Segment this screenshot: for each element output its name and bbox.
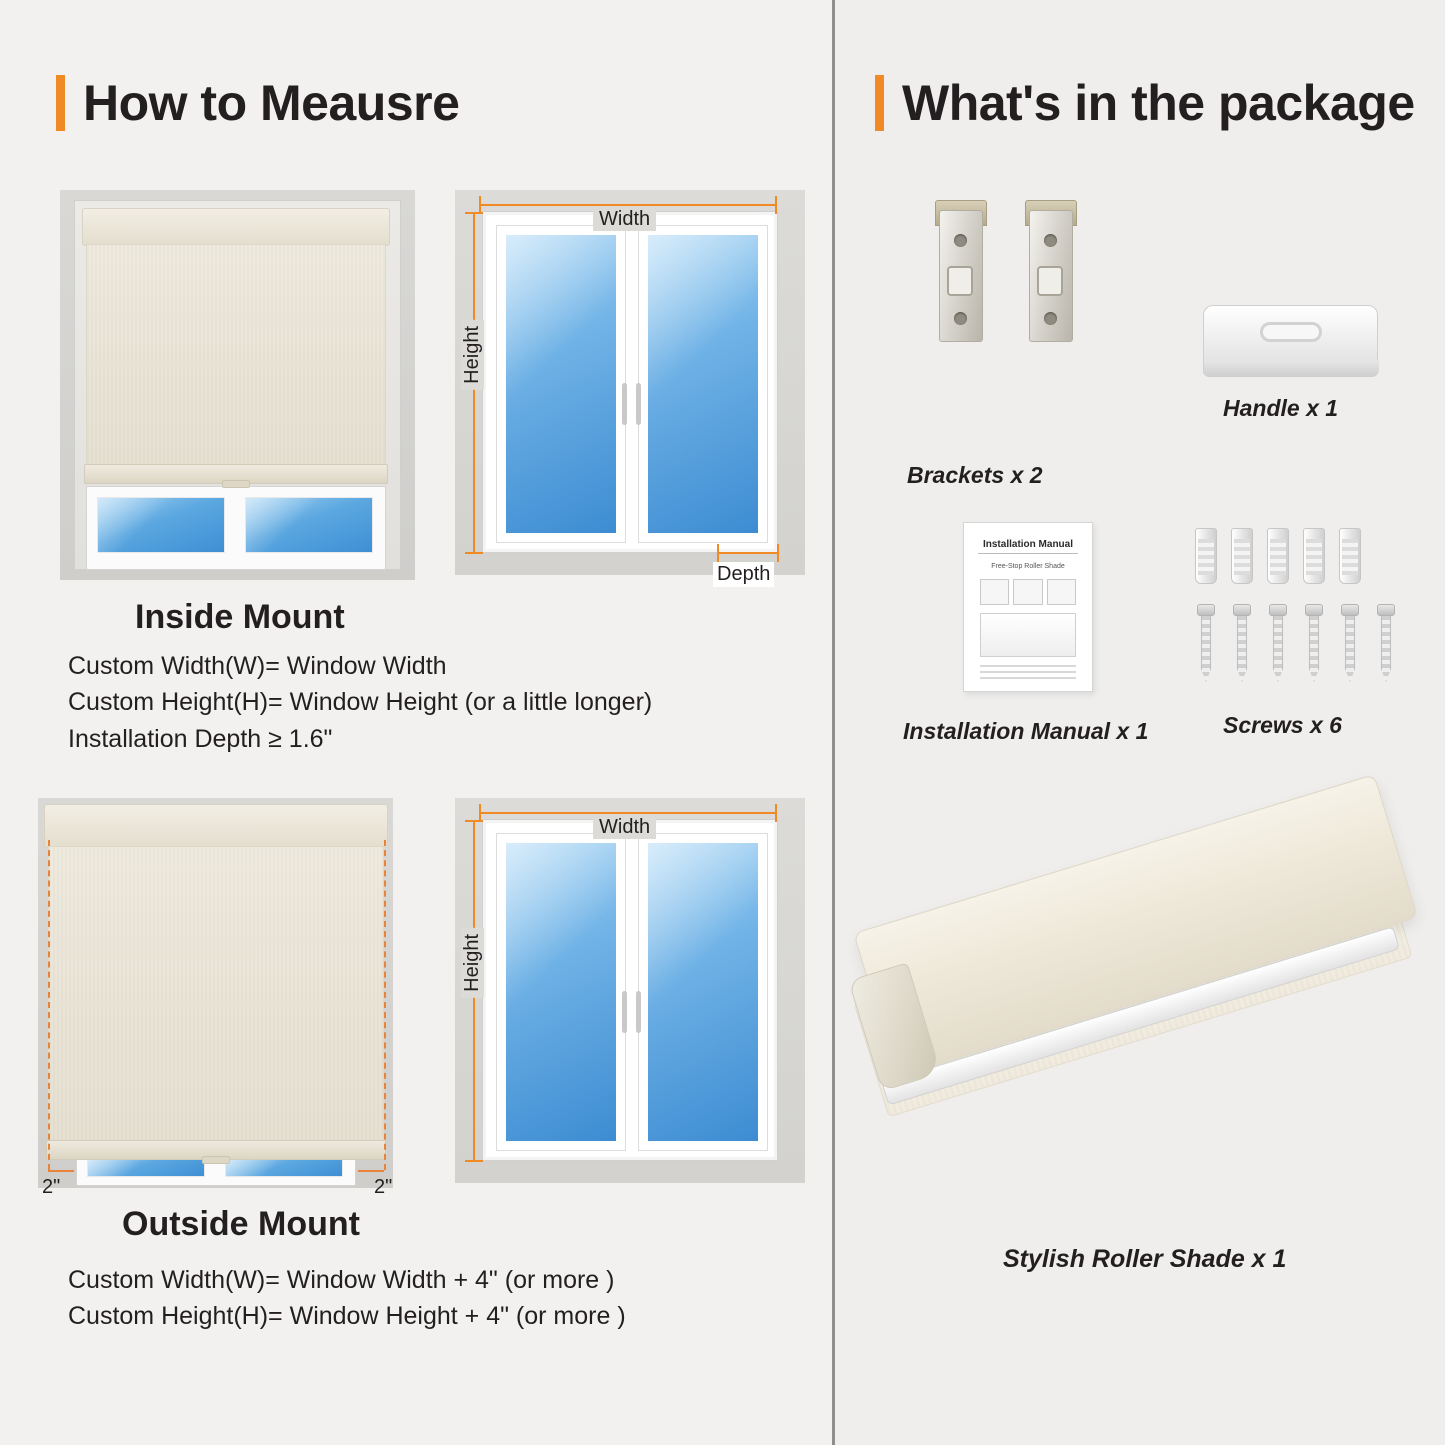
window-handles	[619, 991, 645, 1033]
spec-line: Installation Depth ≥ 1.6"	[68, 724, 333, 753]
bracket-slot	[947, 266, 973, 296]
outside-mount-section	[0, 790, 835, 1331]
window-sash-right	[638, 225, 768, 543]
height-label: Height	[461, 320, 484, 390]
inside-mount-section	[0, 190, 835, 753]
brackets-item	[923, 200, 1123, 420]
wall-anchor	[1267, 528, 1289, 584]
window-pane-right	[245, 497, 373, 553]
width-measure-line	[479, 812, 777, 814]
wall-anchor	[1195, 528, 1217, 584]
shade-headrail	[82, 208, 390, 246]
how-to-measure-heading	[56, 74, 459, 132]
depth-cap-left	[717, 544, 719, 562]
bracket-slot	[1037, 266, 1063, 296]
window-sash-left	[496, 225, 626, 543]
wall-anchor	[1339, 528, 1361, 584]
right-margin-label: 2"	[374, 1176, 393, 1198]
inside-mount-shade-illustration	[60, 190, 415, 580]
inside-mount-diagrams	[0, 190, 835, 590]
package-heading	[875, 74, 1415, 132]
width-cap-right	[775, 196, 777, 214]
heading-text: What's in the package	[902, 75, 1415, 131]
handle-lip	[1204, 360, 1379, 376]
inside-mount-title: Inside Mount	[135, 598, 345, 636]
screw	[1269, 604, 1287, 682]
installation-manual	[963, 522, 1093, 692]
window-frame	[483, 820, 777, 1160]
spec-line: Custom Width(W)= Window Width + 4" (or more )	[68, 1266, 615, 1294]
depth-label: Depth	[713, 562, 774, 587]
outside-mount-shade-illustration	[38, 798, 393, 1198]
window-sash-right	[638, 833, 768, 1151]
bracket-screw-hole	[954, 234, 967, 247]
shade-pull-tab	[222, 480, 250, 488]
shade-headrail	[44, 804, 388, 848]
width-cap-right	[775, 804, 777, 822]
depth-measure-line	[717, 552, 779, 554]
height-cap-bottom	[465, 1160, 483, 1162]
shade-pull-tab	[202, 1156, 230, 1164]
screw	[1305, 604, 1323, 682]
width-measure-line	[479, 204, 777, 206]
heading-text: How to Meausre	[83, 75, 460, 131]
height-cap-bottom	[465, 552, 483, 554]
bracket-screw-hole	[1044, 234, 1057, 247]
outside-mount-diagrams	[0, 790, 835, 1198]
window-pane-right	[648, 235, 758, 533]
depth-cap-right	[777, 544, 779, 562]
window-pane-left	[506, 235, 616, 533]
window-sash-left	[496, 833, 626, 1151]
wall-anchor	[1303, 528, 1325, 584]
width-label: Width	[593, 816, 656, 839]
window-frame	[86, 486, 386, 570]
wall-anchor	[1231, 528, 1253, 584]
brackets-label: Brackets x 2	[907, 462, 1043, 488]
bracket-screw-hole	[1044, 312, 1057, 325]
height-label: Height	[461, 928, 484, 998]
handle-label: Handle x 1	[1223, 395, 1339, 421]
manual-text-lines	[980, 665, 1076, 683]
shade-fabric	[86, 244, 386, 466]
screw	[1341, 604, 1359, 682]
right-margin-tick	[358, 1170, 384, 1172]
handle-grip	[1260, 322, 1322, 342]
bracket-screw-hole	[954, 312, 967, 325]
inside-mount-measure-illustration	[455, 190, 805, 585]
accent-bar	[875, 75, 884, 131]
bracket-left	[933, 200, 989, 350]
window-pane-left	[87, 1159, 205, 1177]
manual-illustration	[980, 613, 1076, 657]
installation-manual-label: Installation Manual x 1	[903, 718, 1149, 744]
bracket-right	[1023, 200, 1079, 350]
accent-bar	[56, 75, 65, 131]
spec-line: Custom Height(H)= Window Height + 4" (or more )	[68, 1302, 626, 1331]
outside-mount-title: Outside Mount	[122, 1205, 360, 1243]
spec-line: Custom Width(W)= Window Width	[68, 652, 447, 680]
handle-part	[1203, 305, 1378, 377]
roller-shade-product	[865, 850, 1425, 1240]
screw	[1377, 604, 1395, 682]
window-pane-left	[97, 497, 225, 553]
outside-mount-specs	[68, 1262, 626, 1335]
window-pane-left	[506, 843, 616, 1141]
window-frame	[483, 212, 777, 552]
height-cap-top	[465, 820, 483, 822]
left-margin-tick	[48, 1170, 74, 1172]
inside-mount-specs	[68, 648, 652, 757]
screws-label: Screws x 6	[1223, 712, 1342, 738]
screws-group	[1195, 522, 1405, 692]
screw	[1233, 604, 1251, 682]
left-margin-guide	[48, 840, 50, 1170]
shade-fabric	[48, 846, 384, 1142]
spec-line: Custom Height(H)= Window Height (or a little longer)	[68, 688, 653, 717]
left-margin-label: 2"	[42, 1176, 61, 1198]
window-handles	[619, 383, 645, 425]
roller-shade-label: Stylish Roller Shade x 1	[1003, 1245, 1287, 1273]
screw	[1197, 604, 1215, 682]
package-contents-panel	[835, 0, 1445, 1445]
manual-step-boxes	[980, 579, 1076, 605]
manual-title: Installation Manual	[978, 539, 1078, 554]
height-cap-top	[465, 212, 483, 214]
window-pane-right	[648, 843, 758, 1141]
manual-subtitle: Free-Stop Roller Shade	[991, 563, 1065, 570]
window-pane-right	[225, 1159, 343, 1177]
right-margin-guide	[384, 840, 386, 1170]
outside-mount-measure-illustration	[455, 798, 805, 1188]
width-label: Width	[593, 208, 656, 231]
